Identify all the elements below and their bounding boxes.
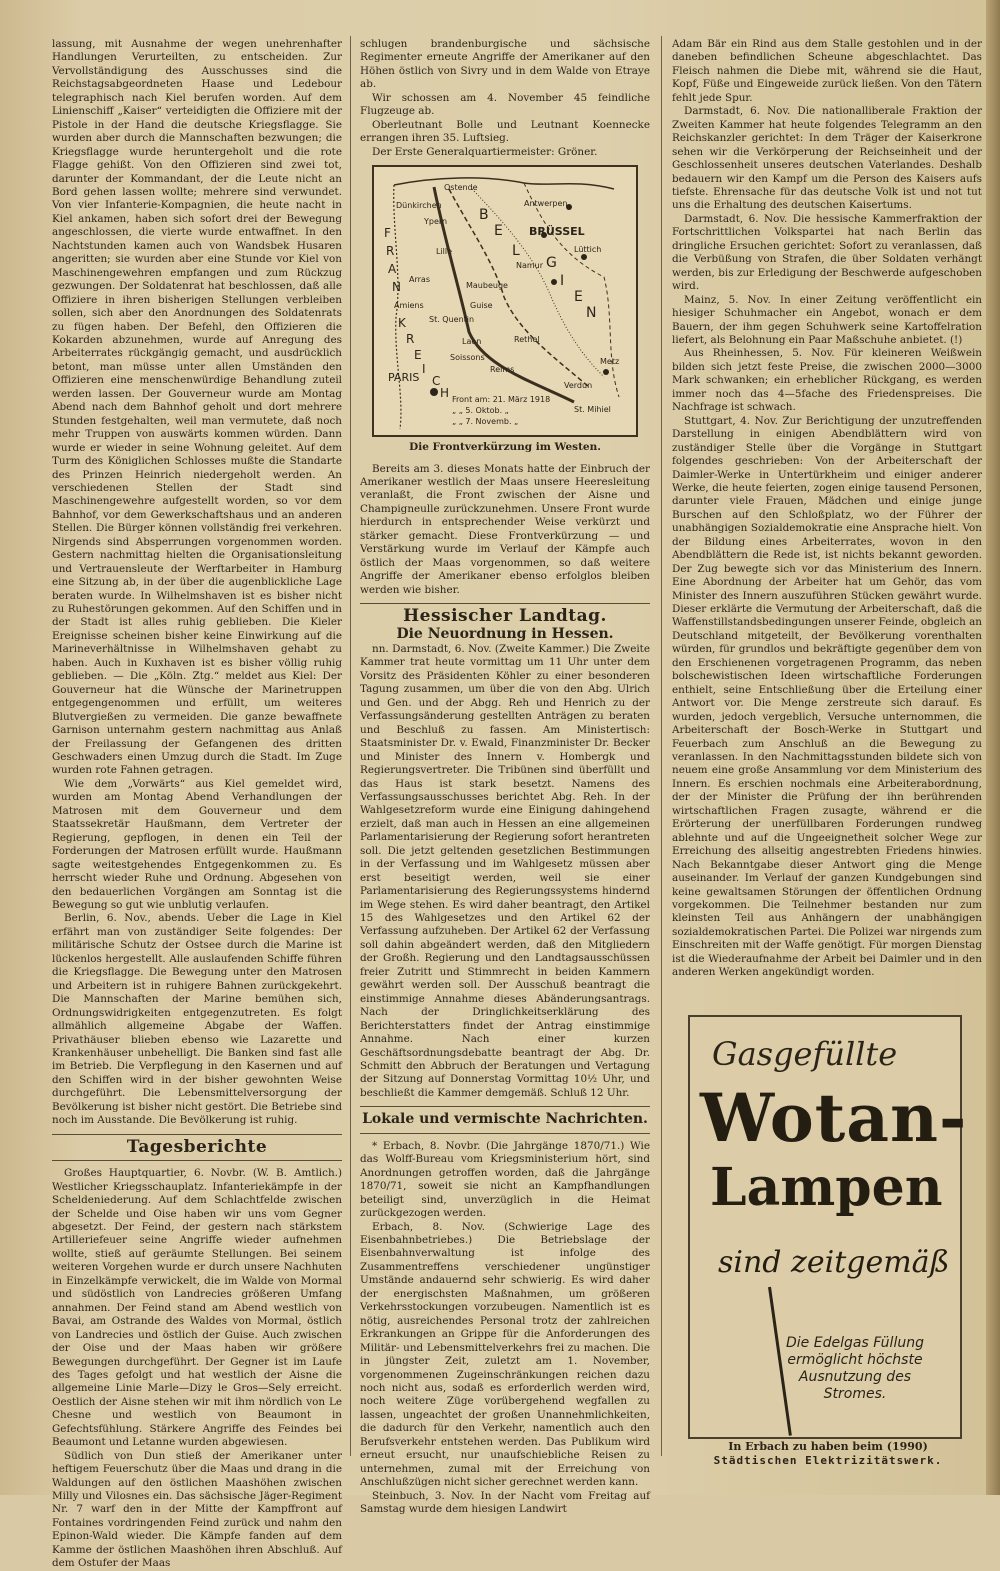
map-label: Arras <box>409 275 430 285</box>
map-label: B <box>479 207 489 224</box>
map-label: PARIS <box>388 371 420 385</box>
article-paragraph: Mainz, 5. Nov. In einer Zeitung veröffentlicht ein hiesiger Schuhmacher ein Angebot, wonach er dem Bauern, der ihm gegen Schuhwerk seine Kartoffelration liefert, als Belohnung ein Paar Maßschuhe anbietet. (!) <box>672 293 982 346</box>
map-label: Verdun <box>564 381 593 391</box>
ad-line-4: sind zeitgemäß <box>718 1245 950 1280</box>
divider <box>52 1134 342 1135</box>
article-paragraph: Großes Hauptquartier, 6. Novbr. (W. B. Amtlich.) Westlicher Kriegsschauplatz. Infanteriekämpfe in der Scheldeniederung. Auf dem Schlachtfelde zwischen der Schelde und Oise haben wir uns vom Gegner abgesetzt. Der Feind, der gestern nach stärkstem Artilleriefeuer seine Angriffe wieder aufnehmen wollte, stieß auf geräumte Stellungen. Bei seinem weiteren Vorgehen wurde er durch unsere Nachhuten in Einzelkämpfe verwickelt, die im Walde von Mormal und südöstlich von Landrecies größeren Umfang annahmen. Der Feind stand am Abend westlich von Bavai, am Ostrande des Waldes von Mormal, östlich von Landrecies und östlich der Guise. Auch zwischen der Oise und der Maas haben wir größere Bewegungen durchgeführt. Der Gegner ist im Laufe des Tages gefolgt und hat westlich der Aisne die allgemeine Linie Marle—Dizy le Gros—Sely erreicht. Oestlich der Aisne stehen wir mit ihm nördlich von Le Chesne und westlich von Beaumont in Gefechtsfühlung. Stärkere Angriffe des Feindes bei Beaumont und Letanne wurden abgewiesen. <box>52 1167 342 1449</box>
section-subheading: Die Neuordnung in Hessen. <box>396 625 614 642</box>
map-label: Reims <box>490 365 515 375</box>
ad-line-3: Lampen <box>710 1157 943 1218</box>
article-paragraph: Darmstadt, 6. Nov. Die nationalliberale Fraktion der Zweiten Kammer hat heute folgendes Telegramm an den Reichskanzler gerichtet: In dem Träger der Kaiserkrone sehen wir die Verkörperung der Reichseinheit und der Geschlossenheit unseres deutschen Vaterlandes. Deshalb bedauern wir den Kampf um die Person des Kaisers aufs tiefste. Ehrensache für das deutsche Volk ist und not tut uns die Erhaltung des deutschen Kaisertums. <box>672 105 982 212</box>
map-label: Antwerpen <box>524 199 568 209</box>
map-label: K <box>398 316 406 331</box>
map-label: Rethel <box>514 335 540 345</box>
article-paragraph: Bereits am 3. dieses Monats hatte der Einbruch der Amerikaner westlich der Maas unsere Heeresleitung veranlaßt, die Front zwischen der Aisne und Champigneulle zurückzunehmen. Unsere Front wurde hierdurch in entsprechender Weise verkürzt und stärker gemacht. Diese Frontverkürzung — und Verstärkung wurde im Verlauf der Kämpfe auch östlich der Maas vorgenommen, so daß weitere Angriffe der Amerikaner ebenso erfolglos bleiben werden wie bisher. <box>360 462 650 596</box>
map-label: Dünkirchen <box>396 201 442 211</box>
wotan-lamp-advertisement <box>688 1015 968 1439</box>
article-paragraph: Aus Rheinhessen, 5. Nov. Für kleineren Weißwein bilden sich jetzt feste Preise, die zwischen 2000—3000 Mark schwanken; ein erheblicher Rückgang, es werden immer noch das 4—5fache des Friedenspreises. Die Nachfrage ist schwach. <box>672 347 982 414</box>
map-label: I <box>422 362 426 377</box>
map-label: N <box>392 280 401 295</box>
map-label: L <box>512 243 520 260</box>
map-label: E <box>574 289 583 306</box>
map-label: Laon <box>462 337 482 347</box>
signature-line: Der Erste Generalquartiermeister: Gröner. <box>372 145 598 158</box>
map-label: Soissons <box>450 353 485 363</box>
map-label: Ostende <box>444 183 478 193</box>
front-map <box>372 165 638 437</box>
map-label: Ypern <box>424 217 448 227</box>
ad-footer <box>688 1440 968 1468</box>
map-label: Lüttich <box>574 245 602 255</box>
map-label: Metz <box>600 357 620 367</box>
map-label: Amiens <box>394 301 424 311</box>
map-legend: Front am: 21. März 1918 <box>452 395 551 405</box>
map-label: R <box>406 332 415 347</box>
article-paragraph: Wie dem „Vorwärts“ aus Kiel gemeldet wird, wurden am Montag Abend Verhandlungen der Matrosen mit dem Gouverneur und dem Staatssekretär Haußmann, dem Vertreter der Regierung, gepflogen, in denen ein Teil der Forderungen der Matrosen erfüllt wurde. Haußmann sagte weitestgehendes Entgegenkommen zu. Es herrscht wieder Ruhe und Ordnung. Abgesehen von den bedauerlichen Vorgängen am Sonntag ist die Bewegung so gut wie unblutig verlaufen. <box>52 777 342 911</box>
ad-tagline: Die Edelgas Füllung ermöglicht höchste Ausnutzung des Stromes. <box>786 1335 924 1402</box>
map-label: A <box>388 262 397 277</box>
map-label: R <box>386 244 395 259</box>
article-paragraph: * Erbach, 8. Novbr. (Die Jahrgänge 1870/71.) Wie das Wolff-Bureau vom Kriegsministerium hört, sind Anordnungen getroffen worden, daß die Jahrgänge 1870/71, soweit sie nicht an Kampfhandlungen beteiligt sind, unverzüglich in die Heimat zurückgezogen werden. <box>360 1139 650 1220</box>
map-label: Namur <box>516 261 544 271</box>
divider <box>360 603 650 604</box>
map-label: F <box>384 226 391 241</box>
column-2 <box>360 38 650 1516</box>
article-paragraph: Stuttgart, 4. Nov. Zur Berichtigung der unzutreffenden Darstellung in einigen Abendblättern wird von zuständiger Stelle über die Vorgänge in Stuttgart folgendes geschrieben: Von der Arbeiterschaft der Daimler-Werke in Untertürkheim und einiger anderer Werke, die heute feierten, zogen einige tausend Personen, darunter viele Frauen, Mädchen und einige junge Burschen auf den Schloßplatz, wo der Führer der unabhängigen Sozialdemokratie eine Ansprache hielt. Von der Bildung eines Arbeiterrates, wovon in den Abendblättern die Rede ist, ist nichts bekannt geworden. Der Zug bewegte sich vor das Ministerium des Innern. Eine Abordnung der Arbeiter hat um Gehör, das vom Minister des Innern auszuführen Stücken gewährt wurde. Dieser erklärte die Vermutung der Arbeiterschaft, daß die Waffenstillstandsbedingungen unserer Feinde, obgleich an Deutschland mitgeteilt, der Bevölkerung vorenthalten würden, für grundlos und bekräftigte gegenüber dem von den Erschienenen vorgetragenen Programm, das neben bolschewistischen Ideen wirtschaftliche Forderungen enthielt, seine Entschließung über die Erteilung einer Antwort vor. Die Menge zerstreute sich darauf. Es wurden, jedoch vergeblich, Versuche unternommen, die Arbeiterschaft der Bosch-Werke in Stuttgart und Feuerbach zum Anschluß an die Bewegung zu veranlassen. In den Nachmittagsstunden bildete sich von neuem eine große Ansammlung vor dem Ministerium des Innern. Es erschien nochmals eine Arbeiterabordnung, der der Minister die Prüfung der ihn berührenden wirtschaftlichen Fragen zusagte, während er die Erörterung der unerfüllbaren Forderungen rundweg ablehnte und auf die Ungeeignetheit solcher Wege zur Erreichung des allseitig angestrebten Friedens hinwies. Nach Bekanntgabe dieser Antwort ging die Menge auseinander. Im Verlauf der ganzen Kundgebungen sind keine gewaltsamen Störungen der öffentlichen Ordnung vorgekommen. Die Teilnehmer bestanden nur zum kleinsten Teil aus Anhängern der unabhängigen sozialdemokratischen Partei. Die Polizei war nirgends zum Einschreiten mit der Waffe genötigt. Für morgen Dienstag ist die Wiederaufnahme der Arbeit bei Daimler und in den anderen Werken angekündigt worden. <box>672 414 982 979</box>
map-label: St. Quentin <box>429 315 475 325</box>
map-label: I <box>560 273 565 290</box>
article-paragraph: Berlin, 6. Nov., abends. Ueber die Lage in Kiel erfährt man von zuständiger Seite folgendes: Der militärische Schutz der Ostsee durch die Marine ist lückenlos hergestellt. Alle auslaufenden Schiffe führen die Kriegsflagge. Die Bewegung unter den Matrosen und Arbeitern ist in ruhigere Bahnen zurückgekehrt. Die Mannschaften der Marine bemühen sich, Ordnungswidrigkeiten entgegenzutreten. Es folgt allmählich allgemeine Abgabe der Waffen. Privathäuser blieben ebenso wie Lazarette und Krankenhäuser unbehelligt. Die Banken sind fast alle im Betrieb. Die Verpflegung in den Kasernen und auf den Schiffen wird in der bisher gewohnten Weise durchgeführt. Die Lebensmittelversorgung der Bevölkerung ist bisher nicht gestört. Die Betriebe sind noch im Ausstande. Die Bevölkerung ist ruhig. <box>52 912 342 1127</box>
map-label: Guise <box>470 301 493 311</box>
article-paragraph: Wir schossen am 4. November 45 feindliche Flugzeuge ab. <box>360 91 650 118</box>
section-heading-lokales: Lokale und vermischte Nachrichten. <box>362 1111 648 1128</box>
map-label: E <box>494 223 503 240</box>
map-label: N <box>586 305 597 322</box>
map-label: Maubeuge <box>466 281 508 291</box>
article-paragraph: Steinbuch, 3. Nov. In der Nacht vom Freitag auf Samstag wurde dem hiesigen Landwirt <box>360 1489 650 1516</box>
divider <box>52 1160 342 1161</box>
column-rule <box>661 36 662 1456</box>
page-binding <box>986 0 1000 1495</box>
ad-line-2: Wotan- <box>700 1079 968 1157</box>
map-label: C <box>432 374 441 389</box>
article-paragraph: Darmstadt, 6. Nov. Die hessische Kammerfraktion der Fortschrittlichen Volkspartei hat nach Berlin das dringliche Ersuchen gerichtet: Sofort zu veranlassen, daß die Verbüßung von Strafen, die über Soldaten verhängt werden, bis zur Erledigung der Beschwerde aufgeschoben wird. <box>672 212 982 293</box>
section-heading-landtag: Hessischer Landtag. <box>403 606 607 627</box>
map-legend: „ „ 5. Oktob. „ <box>452 406 509 416</box>
divider <box>360 1106 650 1107</box>
map-label: E <box>414 348 422 363</box>
divider <box>360 1133 650 1134</box>
map-label: Lille <box>436 247 453 257</box>
section-heading-tagesberichte: Tagesberichte <box>126 1136 268 1157</box>
ad-footer-line: In Erbach zu haben beim (1990) <box>728 1440 928 1453</box>
article-paragraph: Erbach, 8. Nov. (Schwierige Lage des Eisenbahnbetriebes.) Die Betriebslage der Eisenbahnverwaltung ist infolge des Zusammentreffens verschiedener ungünstiger Umstände andauernd sehr schwierig. Es wird daher der energischsten Maßnahmen, um größeren Verkehrsstockungen vorzubeugen. Namentlich ist es nötig, ausreichendes Personal trotz der zahlreichen Erkrankungen an Grippe für die Anforderungen des Militär- und Lebensmittelverkehrs frei zu machen. Die in jüngster Zeit, zuletzt am 1. November, vorgenommenen Zugeinschränkungen reichen dazu noch nicht aus, sodaß es erforderlich werden wird, noch weitere Züge vorübergehend wegfallen zu lassen, ungeachtet der großen Unannehmlichkeiten, die dadurch für den Verkehr, namentlich auch den Berufsverkehr entstehen werden. Das Publikum wird erneut ersucht, nur unaufschiebliche Reisen zu unternehmen, zumal mit der Erreichung von Anschlußzügen nicht sicher gerechnet werden kann. <box>360 1220 650 1489</box>
article-paragraph: Südlich von Dun stieß der Amerikaner unter heftigem Feuerschutz über die Maas und drang in die Waldungen auf den östlichen Maashöhen zwischen Milly und Vilosnes ein. Das sächsische Jäger-Regiment Nr. 7 warf den in der Mitte der Kampffront auf Fontaines vordringenden Feind zurück und nahm den Epinon-Wald wieder. Die Kämpfe fanden auf dem Kamme der östlichen Maashöhen ihren Abschluß. Auf dem Ostufer der Maas <box>52 1449 342 1570</box>
map-label: BRÜSSEL <box>529 225 585 239</box>
article-paragraph: nn. Darmstadt, 6. Nov. (Zweite Kammer.) Die Zweite Kammer trat heute vormittag um 11 Uhr unter dem Vorsitz des Präsidenten Köhler zu einer besonderen Tagung zusammen, um über die von den Abg. Ulrich und Gen. und der Abgg. Reh und Henrich zu der Verfassungsänderung gestellten Anträgen zu beraten und Beschluß zu fassen. Am Ministertisch: Staatsminister Dr. v. Ewald, Finanzminister Dr. Becker und Minister des Innern v. Hombergk und Regierungsvertreter. Die Tribünen sind überfüllt und das Haus ist stark besetzt. Namens des Verfassungsausschusses berichtet Abg. Reh. In der Wahlgesetzreform wurde eine Einigung dahingehend erzielt, daß man auch in Hessen an eine allgemeinen Parlamentarisierung der Regierung sofort herantreten soll. Die jetzt geltenden gesetzlichen Bestimmungen in der Verfassung und im Wahlgesetz müssen aber erst beseitigt werden, weil sie einer Parlamentarisierung des Regierungssystems hindernd im Wege stehen. Es wird daher beantragt, den Artikel 15 des Wahlgesetzes und den Artikel 62 der Verfassung aufzuheben. Der Artikel 62 der Verfassung soll dahin abgeändert werden, daß den Mitgliedern der Großh. Regierung und den Landtagsausschüssen freier Zutritt und Stimmrecht in beiden Kammern gewährt werden soll. Der Ausschuß beantragt die einstimmige Annahme dieses Abänderungsantrags. Nach der Dringlichkeitserklärung des Berichterstatters findet der Antrag einstimmige Annahme. Nach einer kurzen Geschäftsordnungsdebatte beantragt der Abg. Dr. Schmitt den Abbruch der Beratungen und Vertagung der Sitzung auf Donnerstag Vormittag 10½ Uhr, und beschließt die Kammer demgemäß. Schluß 12 Uhr. <box>360 642 650 1099</box>
article-paragraph: lassung, mit Ausnahme der wegen unehrenhafter Handlungen Verurteilten, zu entscheiden. Zur Vervollständigung des Ausschusses sind die Reichstagsabgeordneten Haase und Ledebour telegraphisch nach Kiel berufen worden. Auf dem Linienschiff „Kaiser“ verteidigten die Offiziere mit der Pistole in der Hand die deutsche Kriegsflagge. Sie wurden aber durch die Mannschaften bezwungen; die Kriegsflagge wurde heruntergeholt und die rote Flagge gehißt. Von den Offizieren sind zwei tot, darunter der Kommandant, der die Leute nicht an Bord gehen lassen wollte; mehrere sind verwundet. Von vier Infanterie-Kompagnien, die heute nacht in Kiel ankamen, haben sich sofort drei der Bewegung angeschlossen, die vierte wurde entwaffnet. In den Nachtstunden kamen auch von Wandsbek Husaren angeritten; sie wurden aber eine Stunde vor Kiel von Maschinengewehren empfangen und zum Rückzug gezwungen. Der Soldatenrat hat beschlossen, daß alle Offiziere in ihren bisherigen Stellungen verbleiben sollen, sich aber den Anordnungen des Soldatenrats zu fügen haben. Der Befehl, den Offizieren die Kokarden abzunehmen, wurde auf Anregung des Arbeiterrates rückgängig gemacht, und ausdrücklich betont, man müsse unter allen Umständen den Offizieren eine menschenwürdige Behandlung zuteil werden lassen. Der Gouverneur wurde am Montag Abend nach dem Bahnhof geholt und dort mehrere Stunden festgehalten, weil man vermutete, daß noch mehr Truppen von auswärts kommen würden. Dann wurde er wieder in seine Wohnung geleitet. Auf dem Turm des Königlichen Schlosses mußte die Standarte des Prinzen Heinrich niedergeholt werden. An verschiedenen Stellen der Stadt sind Maschinengewehre aufgestellt worden, so vor dem Bahnhof, vor dem Gewerkschaftshaus und an anderen Stellen. Die Bürger können vollständig frei verkehren. Nirgends sind Absperrungen vorgenommen worden. Gestern nachmittag hielten die Organisationsleitung und Vertrauensleute der Werftarbeiter in Hamburg eine Sitzung ab, in der über die augenblickliche Lage beraten wurde. In Wilhelmshaven ist es bisher nicht zu Ruhestörungen gekommen. Auf den Schiffen und in der Stadt ist alles ruhig geblieben. Die Kieler Ereignisse scheinen bisher keine Einwirkung auf die Marineverhältnisse in Wilhelmshaven gehabt zu haben. Auch in Kuxhaven ist es bisher völlig ruhig geblieben. — Die „Köln. Ztg.“ meldet aus Kiel: Der Gouverneur hat die Wünsche der Marinetruppen entgegengenommen und erfüllt, um weiteres Blutvergießen zu vermeiden. Die ganze bewaffnete Garnison unternahm gestern nachmittag aus Anlaß der Freilassung der Gefangenen des dritten Geschwaders einen Umzug durch die Stadt. Im Zuge wurden rote Fahnen getragen. <box>52 38 342 777</box>
article-paragraph: Oberleutnant Bolle und Leutnant Koennecke errangen ihren 35. Luftsieg. <box>360 118 650 145</box>
map-label: H <box>440 386 450 401</box>
article-paragraph: Adam Bär ein Rind aus dem Stalle gestohlen und in der daneben befindlichen Scheune abgeschlachtet. Das Fleisch nahmen die Diebe mit, während sie die Haut, Kopf, Füße und Eingeweide zurück ließen. Von den Tätern fehlt jede Spur. <box>672 38 982 104</box>
column-3 <box>672 38 982 1003</box>
ad-line-1: Gasgefüllte <box>712 1035 898 1073</box>
map-caption: Die Frontverkürzung im Westen. <box>409 441 601 454</box>
article-paragraph: schlugen brandenburgische und sächsische Regimenter erneute Angriffe der Amerikaner auf den Höhen östlich von Sivry und in dem Walde von Etraye ab. <box>360 38 650 91</box>
map-label: G <box>546 255 557 272</box>
column-rule <box>350 36 351 1456</box>
map-label: St. Mihiel <box>574 405 611 415</box>
ad-footer-sub: Städtischen Elektrizitätswerk. <box>713 1454 943 1467</box>
map-legend: „ „ 7. Novemb. „ <box>452 417 519 427</box>
column-1 <box>52 38 342 1570</box>
